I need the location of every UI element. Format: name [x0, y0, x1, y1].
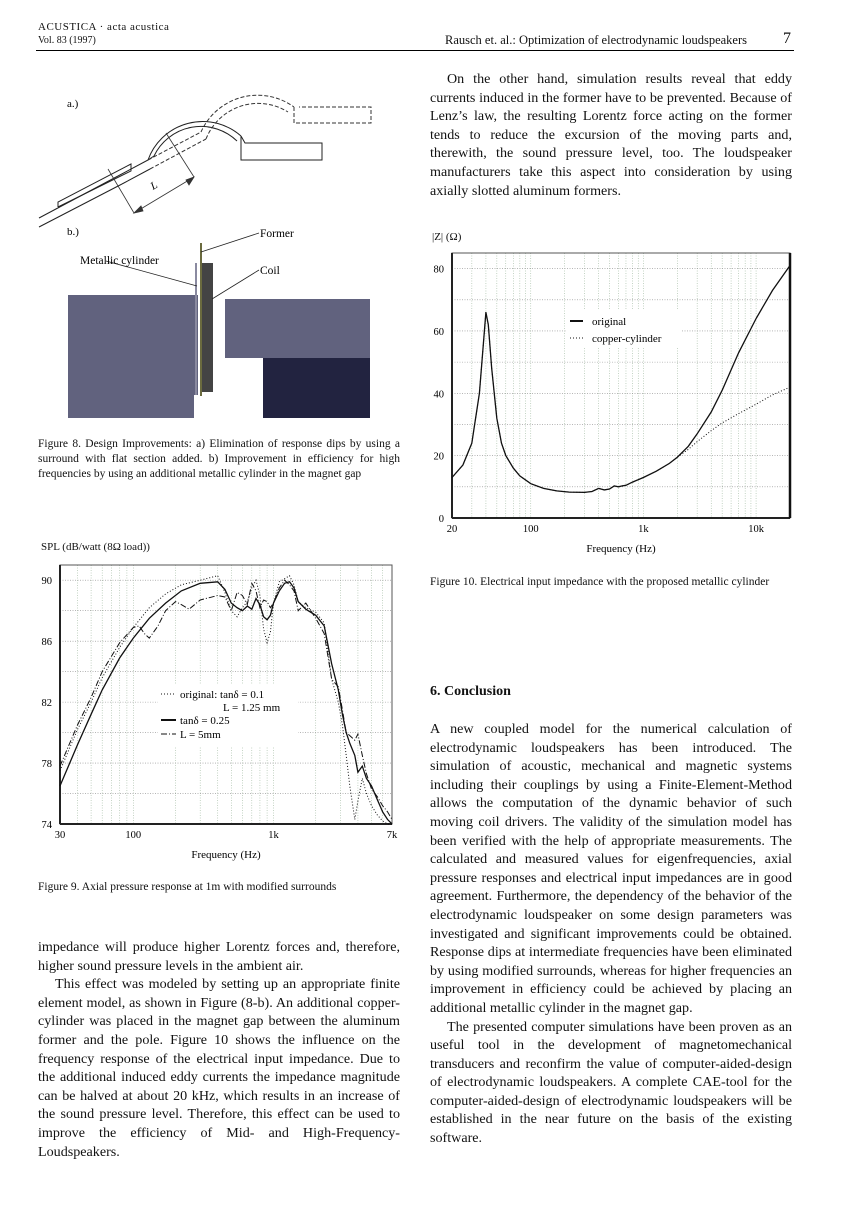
y-tick-label: 60: [433, 326, 444, 338]
section-heading-conclusion: 6. Conclusion: [430, 684, 511, 699]
page-number: 7: [783, 30, 791, 47]
y-tick-label: 40: [433, 389, 444, 401]
right-column-top-text: [430, 70, 792, 200]
left-column-text: [38, 938, 400, 1161]
top-plate: [225, 299, 370, 358]
paragraph: This effect was modeled by setting up an appropriate finite element model, as shown in Figure (8-b). An additional copper-cylinder was placed in the magnet gap between the aluminum former and the pole. Figure 10 shows the influence on the frequency response of the electrical input impedance. Due to the additional induced eddy currents the impedance magnitude can be halved at about 20 kHz, which results in an increase of the sound pressure level. Therefore, this effect can be used to improve the efficiency of Mid- and High-Frequency-Loudspeakers.: [38, 976, 400, 1160]
dimension-L-label: L: [148, 179, 160, 193]
legend-label: original: tanδ = 0.1: [180, 689, 265, 701]
y-tick-label: 90: [41, 576, 52, 588]
x-tick-label: 100: [522, 524, 539, 535]
journal-volume: Vol. 83 (1997): [38, 35, 96, 46]
x-tick-label: 1k: [268, 830, 279, 841]
y-tick-label: 74: [41, 820, 52, 831]
header-rule: [36, 50, 794, 51]
figure-10-caption: Figure 10. Electrical input impedance with the proposed metallic cylinder: [430, 576, 770, 588]
figure-8b-label: b.): [67, 226, 79, 238]
fig9-ylabel: SPL (dB/watt (8Ω load)): [41, 541, 150, 553]
x-axis-label: Frequency (Hz): [191, 849, 261, 861]
magnet: [263, 358, 370, 418]
y-tick-label: 0: [438, 514, 444, 525]
paragraph: impedance will produce higher Lorentz forces and, therefore, higher sound pressure levels in the ambient air.: [38, 939, 400, 974]
figure-8a-label: a.): [67, 98, 79, 110]
figure-8-diagram: [36, 55, 416, 425]
x-tick-label: 30: [54, 830, 66, 841]
x-tick-label: 100: [125, 830, 142, 841]
x-tick-label: 10k: [748, 524, 764, 535]
legend-label-2: L = 1.25 mm: [223, 702, 281, 714]
y-tick-label: 86: [41, 637, 52, 649]
legend: [158, 685, 298, 747]
figure-10-chart: [420, 245, 805, 560]
surround-solid: [39, 121, 322, 227]
figure-9-caption: Figure 9. Axial pressure response at 1m with modified surrounds: [38, 881, 337, 893]
fig10-ylabel: |Z| (Ω): [432, 231, 462, 243]
x-axis-label: Frequency (Hz): [586, 543, 656, 555]
x-tick-label: 20: [446, 524, 458, 535]
legend-label: L = 5mm: [180, 729, 221, 741]
pole-piece: [68, 295, 194, 418]
x-tick-label: 1k: [638, 524, 649, 535]
running-title: Rausch et. al.: Optimization of electrodynamic loudspeakers: [445, 33, 747, 47]
grid: [452, 253, 790, 518]
callout-former: Former: [260, 228, 294, 240]
paragraph: On the other hand, simulation results reveal that eddy currents induced in the former have to be prevented. Because of Lenz’s law, the resulting Lorentz force acting on the former tends to reduce the excursion of the moving parts and, therewith, the sound pressure level, too. The loudspeaker manufacturers take this aspect into consideration by using axially slotted aluminum formers.: [430, 71, 792, 199]
legend-label: tanδ = 0.25: [180, 715, 230, 727]
metallic-cylinder: [195, 263, 197, 395]
legend-label: original: [592, 316, 627, 328]
former: [200, 243, 202, 396]
conclusion-text: [430, 720, 792, 1148]
callout-metallic-cylinder: Metallic cylinder: [80, 255, 159, 267]
x-tick-label: 7k: [386, 830, 398, 841]
journal-name: ACUSTICA · acta acustica: [38, 21, 170, 33]
figure-8-caption: Figure 8. Design Improvements: a) Elimination of response dips by using a surround with flat section added. b) Improvement in efficiency for high frequencies by using an additional metallic cylinder in the magnet gap: [38, 438, 400, 480]
y-tick-label: 20: [433, 451, 444, 463]
dimension-L: [108, 133, 194, 213]
coil: [202, 263, 213, 392]
legend: [566, 310, 681, 348]
paragraph: A new coupled model for the numerical calculation of electrodynamic loudspeakers has been introduced. The simulation of acoustic, mechanical and magnetic systems including their couplings by using a Finite-Element-Method allows the computation of the dynamic behavior of such moving coil drivers. The validity of the simulation model has been verified with the help of appropriate measurements. The calculated and measured values for eigenfrequencies, axial pressure responses and electrical input impedances are in good agreement. Furthermore, the dependency of the behavior of the electrodynamic loudspeaker on some design parameters was investigated and significant improvements could be obtained. Response dips at intermediate frequencies have been eliminated by using modified surrounds, whereas for higher frequencies an improvement in efficiency could be achieved by placing an additional metallic cylinder in the magnet gap.: [430, 721, 792, 1016]
y-tick-label: 82: [41, 698, 52, 710]
figure-8: [36, 55, 416, 425]
y-tick-label: 80: [433, 264, 444, 276]
paragraph: The presented computer simulations have been proven as an useful tool in the development of magnetomechanical transducers and reconfirm the value of computer-aided-design of electrodynamic loudspeakers. A complete CAE-tool for the computer-aided-design of electrodynamic loudspeakers will be established in the near future on the basis of the existing software.: [430, 1018, 792, 1147]
legend-label: copper-cylinder: [592, 333, 662, 345]
plot-frame: [452, 253, 790, 518]
y-tick-label: 78: [41, 759, 52, 771]
figure-9-chart: [30, 555, 410, 870]
callout-coil: Coil: [260, 265, 280, 277]
